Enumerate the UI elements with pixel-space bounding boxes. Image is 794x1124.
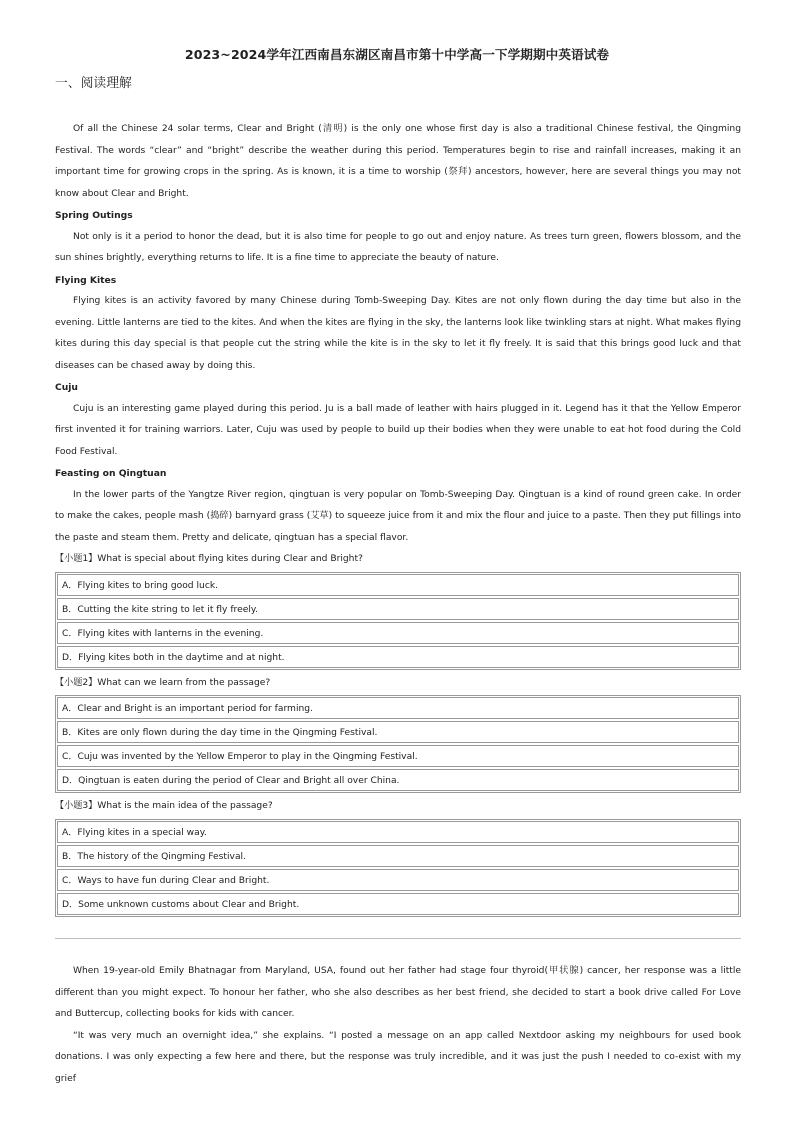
question-1-stem: 【小题1】What is special about flying kites during Clear and Bright? bbox=[55, 554, 363, 564]
question-2-stem: 【小题2】What can we learn from the passage? bbox=[55, 677, 271, 688]
question-2-option-b[interactable]: B．Kites are only flown during the day time in the Qingming Festival. bbox=[57, 721, 739, 743]
paragraph-qingtuan: In the lower parts of the Yangtze River region, qingtuan is very popular on Tomb-Sweeping Day. Qingtuan is a kind of round green cake. In order to make the cakes, people mash (捣碎) barnyard grass (艾草) to squeeze juice from it and mix the flour and juice to a paste. Then they put fillings into the paste and steam them. Pretty and delicate, qingtuan has a special flavor. bbox=[55, 489, 741, 543]
question-1-option-c[interactable]: C．Flying kites with lanterns in the evening. bbox=[57, 622, 739, 644]
question-3-option-a[interactable]: A．Flying kites in a special way. bbox=[57, 821, 739, 843]
section-heading: 一、阅读理解 bbox=[55, 76, 132, 91]
question-3-option-d[interactable]: D．Some unknown customs about Clear and Bright. bbox=[57, 893, 739, 915]
subheading-cuju: Cuju bbox=[55, 382, 78, 393]
passage-intro: Of all the Chinese 24 solar terms, Clear and Bright (清明) is the only one whose first day is also a traditional Chinese festival, the Qingming Festival. The words “clear” and “bright” describe the weather during this period. Temperatures begin to rise and rainfall increases, making it an important time for growing crops in the spring. As is known, it is a time to worship (祭拜) ancestors, however, here are several things you may not know about Clear and Bright. bbox=[55, 124, 741, 199]
question-1-option-a[interactable]: A．Flying kites to bring good luck. bbox=[57, 574, 739, 596]
passage-2-paragraph-1: When 19-year-old Emily Bhatnagar from Maryland, USA, found out her father had stage four thyroid(甲状腺) cancer, her response was a little different than you might expect. To honour her father, who she also describes as her best friend, she decided to start a book drive called For Love and Buttercup, collecting books for kids with cancer. bbox=[55, 966, 741, 1019]
question-3-stem: 【小题3】What is the main idea of the passage? bbox=[55, 801, 273, 811]
subheading-spring-outings: Spring Outings bbox=[55, 210, 133, 221]
passage-2-paragraph-2: “It was very much an overnight idea,” she explains. “I posted a message on an app called Nextdoor asking my neighbours for used book donations. I was only expecting a few here and there, but the response was truly incredible, and it was just the push I needed to co-exist with my grief bbox=[55, 1030, 741, 1084]
question-3-option-c[interactable]: C．Ways to have fun during Clear and Bright. bbox=[57, 869, 739, 891]
document-title: 2023~2024学年江西南昌东湖区南昌市第十中学高一下学期期中英语试卷 bbox=[184, 47, 610, 62]
question-1-options bbox=[55, 572, 741, 670]
question-1-option-d[interactable]: D．Flying kites both in the daytime and at night. bbox=[57, 646, 739, 668]
question-2-option-a[interactable]: A．Clear and Bright is an important period for farming. bbox=[57, 697, 739, 719]
reading-passage-1 bbox=[55, 119, 741, 920]
question-2-option-d[interactable]: D．Qingtuan is eaten during the period of Clear and Bright all over China. bbox=[57, 769, 739, 791]
question-2-options bbox=[55, 695, 741, 793]
reading-passage-2 bbox=[55, 961, 741, 1090]
question-1-option-b[interactable]: B．Cutting the kite string to let it fly freely. bbox=[57, 598, 739, 620]
subheading-qingtuan: Feasting on Qingtuan bbox=[55, 468, 167, 479]
paragraph-flying-kites: Flying kites is an activity favored by many Chinese during Tomb-Sweeping Day. Kites are not only flown during the day time but also in the evening. Little lanterns are tied to the kites. And when the kites are flying in the sky, the lanterns look like twinkling stars at night. What makes flying kites during this day special is that people cut the string while the kite is in the sky to let it fly freely. It is said that this brings good luck and that diseases can be chased away by doing this. bbox=[55, 296, 741, 371]
subheading-flying-kites: Flying Kites bbox=[55, 274, 117, 286]
section-divider bbox=[55, 938, 741, 939]
question-3-option-b[interactable]: B．The history of the Qingming Festival. bbox=[57, 845, 739, 867]
question-2-option-c[interactable]: C．Cuju was invented by the Yellow Emperor to play in the Qingming Festival. bbox=[57, 745, 739, 767]
paragraph-cuju: Cuju is an interesting game played during this period. Ju is a ball made of leather with hairs plugged in it. Legend has it that the Yellow Emperor first invented it for training warriors. Later, Cuju was used by people to build up their bodies when they were unable to eat hot food during the Cold Food Festival. bbox=[55, 403, 741, 457]
question-3-options bbox=[55, 819, 741, 917]
paragraph-spring-outings: Not only is it a period to honor the dead, but it is also time for people to go out and enjoy nature. As trees turn green, flowers blossom, and the sun shines brightly, everything returns to life. It is a fine time to appreciate the beauty of nature. bbox=[55, 231, 741, 263]
